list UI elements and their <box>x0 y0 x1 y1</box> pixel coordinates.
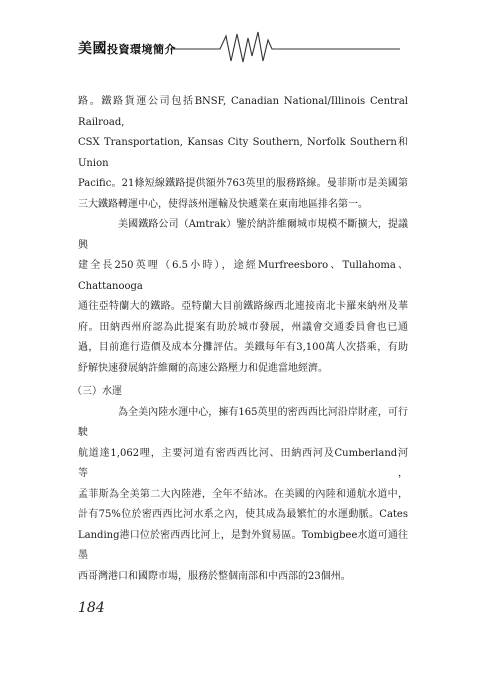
text-line: 孟菲斯為全美第二大內陸港，全年不結冰。在美國的內陸和通航水道中， <box>78 488 408 500</box>
text-line: 紓解快速發展納許維爾的高速公路壓力和促進當地經濟。 <box>78 362 328 374</box>
heartbeat-line-decoration <box>0 28 480 68</box>
text-line: 計有75%位於密西西比河水系之內，使其成為最繁忙的水運動脈。Cates <box>78 509 408 520</box>
text-line: 路。鐵路貨運公司包括BNSF, Canadian National/Illinois Central Railroad, <box>78 96 408 128</box>
text-line: Landing港口位於密西西比河上，是對外貿易區。Tombigbee水道可通往墨 <box>78 529 408 561</box>
header-title <box>78 38 176 58</box>
text-line: CSX Transportation, Kansas City Southern, Norfolk Southern和Union <box>78 137 408 169</box>
body-text <box>72 92 408 587</box>
paragraph-1 <box>78 92 408 215</box>
header-title-main: 美國 <box>78 41 107 57</box>
paragraph-2 <box>78 215 408 379</box>
text-line: 府。田納西州府認為此提案有助於城市發展，州議會交通委員會也已通 <box>78 321 408 333</box>
text-line: 美國鐵路公司（Amtrak）鑒於納許維爾城市規模不斷擴大，提議興 <box>78 219 408 251</box>
header-title-sub: 投資環境簡介 <box>107 43 176 56</box>
text-line: 航道達1,062哩，主要河道有密西西比河、田納西河及Cumberland河等， <box>78 447 408 479</box>
text-line: 通往亞特蘭大的鐵路。亞特蘭大目前鐵路線西北連接南北卡羅來納州及華 <box>78 301 408 312</box>
text-line: 為全美內陸水運中心，擁有165英里的密西西比河沿岸財產，可行駛 <box>78 406 408 438</box>
page-header <box>0 0 480 70</box>
text-line: 西哥灣港口和國際市場，服務於整個南部和中西部的23個州。 <box>78 570 351 582</box>
page-number: 184 <box>78 600 105 616</box>
text-line: 三大鐵路轉運中心，使得該州運輸及快遞業在東南地區排名第一。 <box>78 198 368 210</box>
paragraph-3 <box>78 403 408 588</box>
section-heading: （三）水運 <box>72 386 122 397</box>
text-line: 建全長250英哩（6.5小時），途經Murfreesboro、Tullahoma、Chattanooga <box>78 260 408 292</box>
text-line: Pacific。21條短線鐵路提供額外763英里的服務路線。曼菲斯市是美國第 <box>78 178 408 189</box>
text-line: 過，目前進行造價及成本分攤評估。美鐵每年有3,100萬人次搭乘，有助 <box>78 342 408 353</box>
